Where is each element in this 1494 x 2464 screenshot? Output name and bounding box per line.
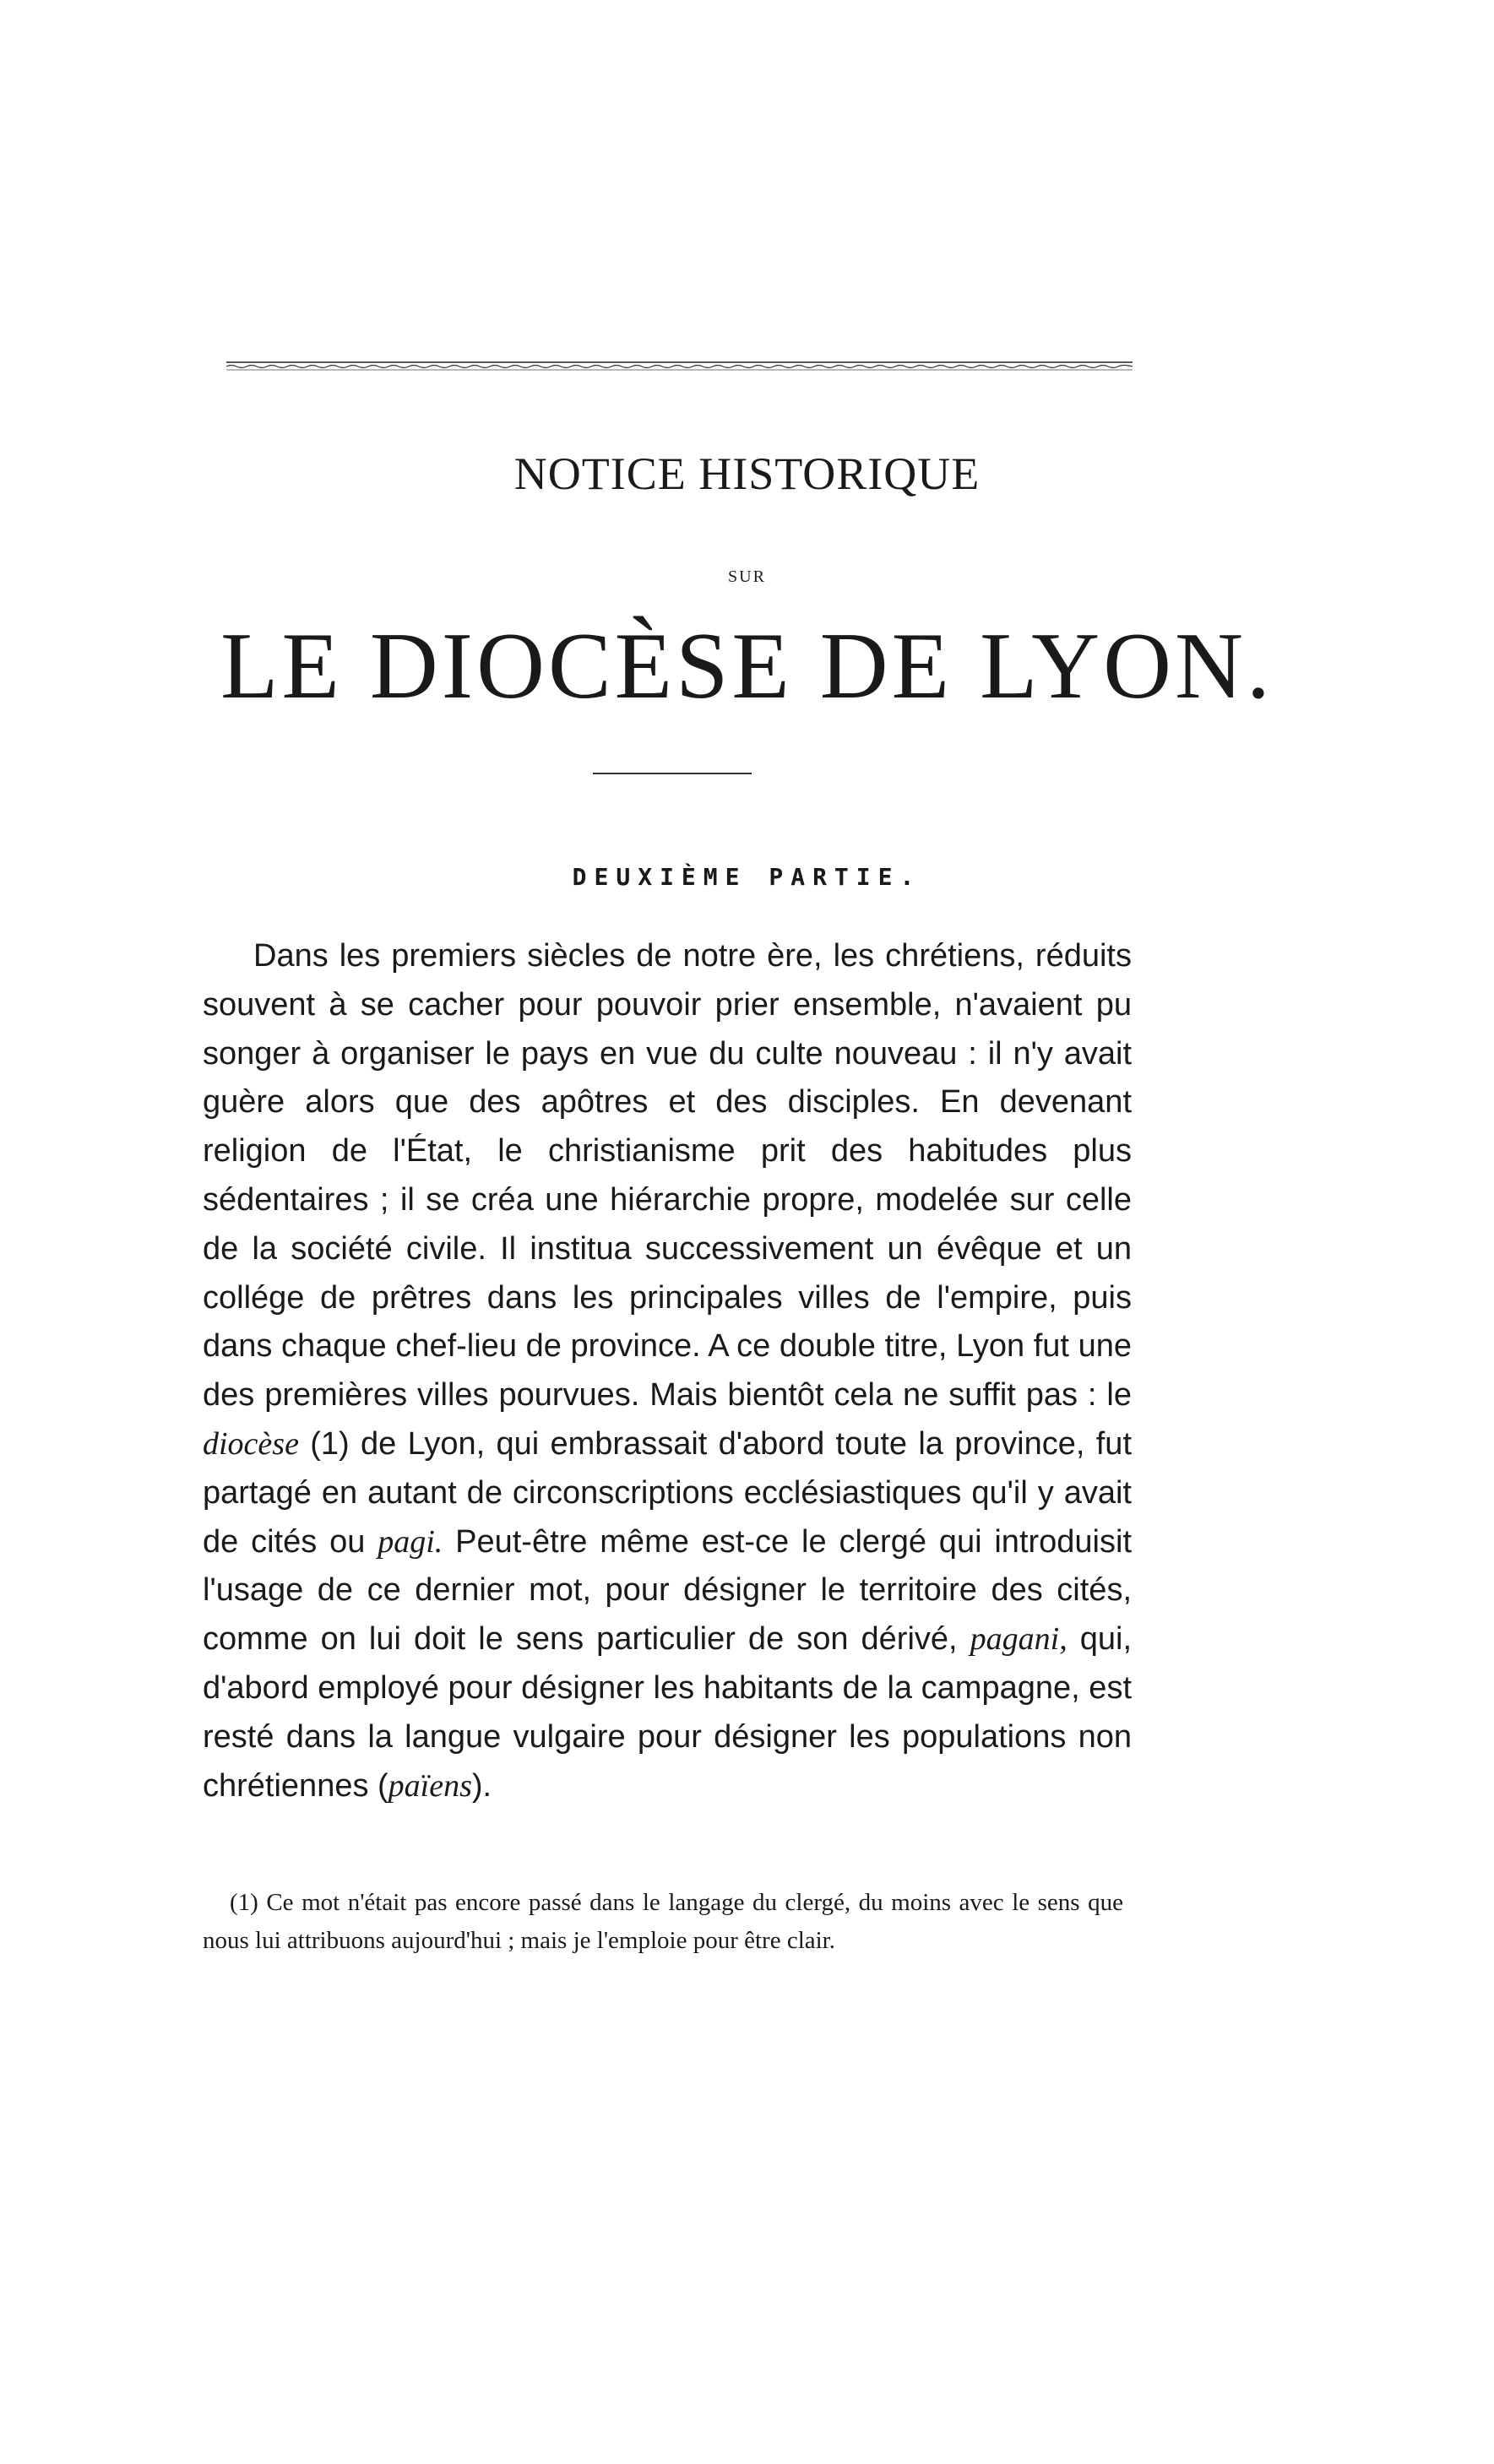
footnote: (1) Ce mot n'était pas encore passé dans le langage du clergé, du moins avec le sens que nous lui attribuons aujourd'hui ; mais je l'emploie pour être clair.	[203, 1889, 1123, 1954]
body-text-segment: Peut-être même est-ce le clergé qui introduisit l'usage de ce dernier mot, pour désigner le territoire des cités, comme on lui doit le sens particulier de son dérivé,	[203, 1523, 1132, 1658]
section-heading: DEUXIÈME PARTIE.	[572, 863, 922, 891]
body-text-segment: Dans les premiers siècles de notre ère, les chrétiens, réduits souvent à se cacher pour pouvoir prier ensemble, n'avaient pu songer à organiser le pays en vue du culte nouveau : il n'y avait guère alors que des apôtres et des disciples. En devenant religion de l'État, le christianisme prit des habitudes plus sédentaires ; il se créa une hiérarchie propre, modelée sur celle de la société civile. Il institua successivement un évêque et un collége de prêtres dans les principales villes de l'empire, puis dans chaque chef-lieu de province. A ce double titre, Lyon fut une des premières villes pourvues. Mais bientôt cela ne suffit pas : le	[203, 938, 1132, 1414]
divider	[593, 773, 752, 774]
title-connector: SUR	[728, 567, 766, 586]
title-line-1: NOTICE HISTORIQUE	[513, 448, 981, 499]
body-text-segment: (1) de Lyon, qui embrassait d'abord toute la province, fut partagé en autant de circonscriptions ecclésiastiques qu'il y avait de cités ou	[203, 1425, 1132, 1560]
ornamental-rule	[226, 360, 1133, 372]
body-italic-term: diocèse	[203, 1425, 299, 1462]
body-paragraph	[203, 932, 1132, 1810]
body-italic-term: pagi.	[378, 1523, 443, 1560]
body-italic-term: pagani,	[970, 1621, 1068, 1658]
body-text-segment: qui, d'abord employé pour désigner les habitants de la campagne, est resté dans la langue vulgaire pour désigner les populations non chrétiennes (	[203, 1621, 1133, 1804]
body-italic-term: païens	[388, 1767, 472, 1804]
page-title: LE DIOCÈSE DE LYON.	[220, 614, 1274, 719]
body-text-segment: ).	[471, 1767, 492, 1804]
